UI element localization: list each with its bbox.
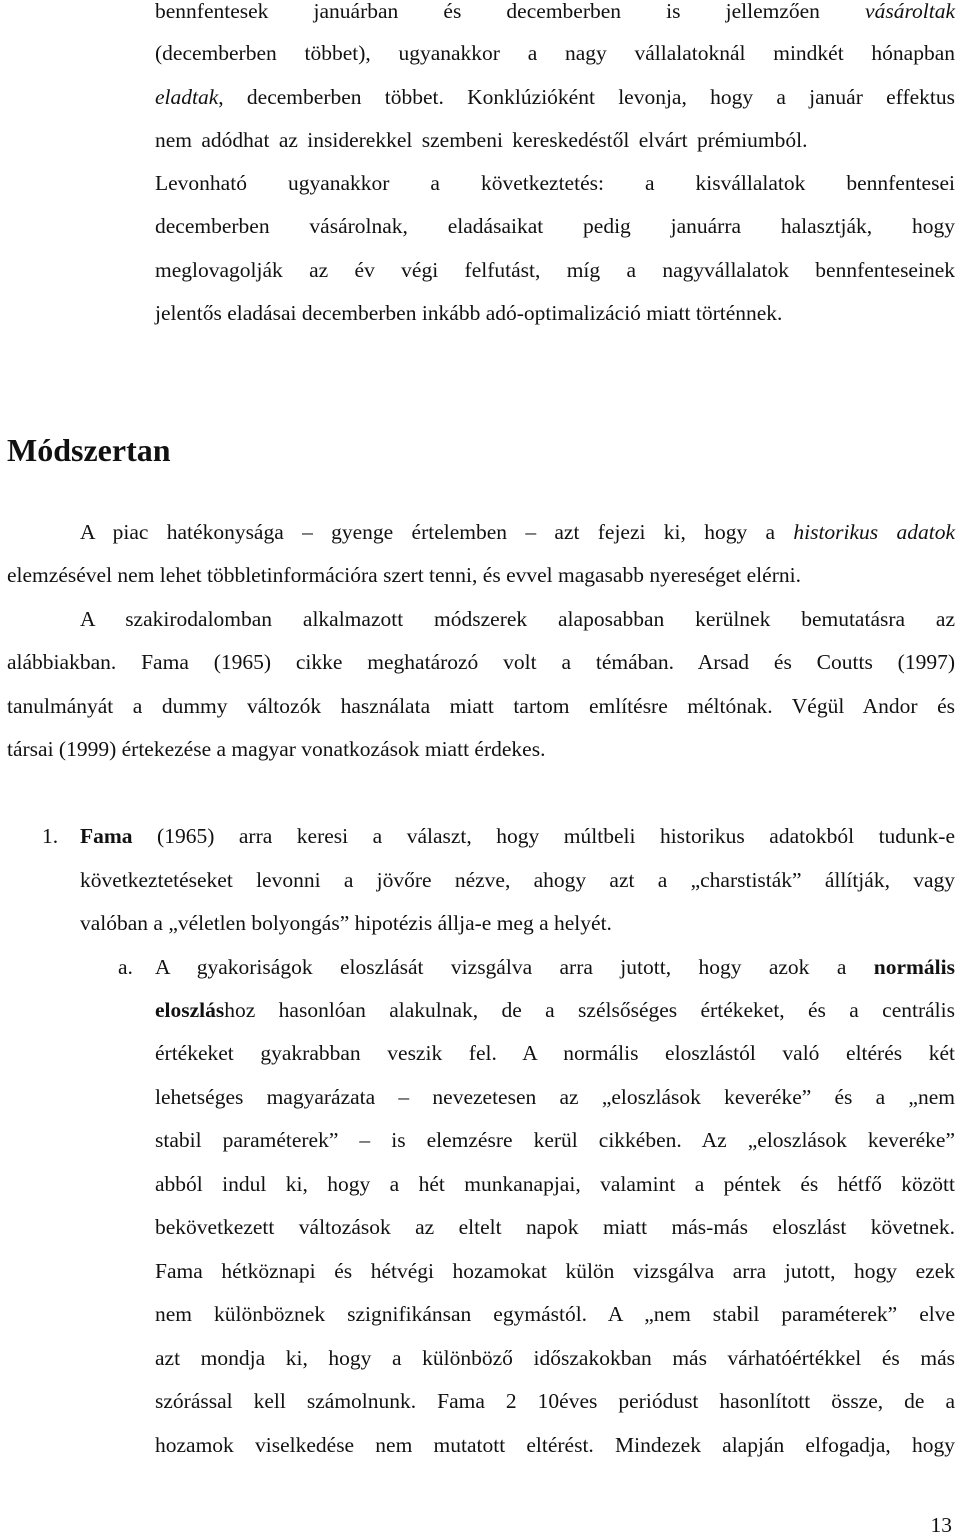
text-line: A gyakoriságok eloszlását vizsgálva arra jutott, hogy azok a normális — [155, 955, 955, 979]
list-number: 1. — [42, 824, 59, 848]
text-line: jelentős eladásai decemberben inkább adó-optimalizáció miatt történnek. — [155, 301, 783, 325]
text-line: Fama hétköznapi és hétvégi hozamokat külön vizsgálva arra jutott, hogy ezek — [155, 1259, 955, 1283]
text-line: társai (1999) értekezése a magyar vonatkozások miatt érdekes. — [7, 737, 546, 761]
text-line: valóban a „véletlen bolyongás” hipotézis állja-e meg a helyét. — [80, 911, 612, 935]
section-heading: Módszertan — [7, 432, 171, 468]
text-line: szórással kell számolnunk. Fama 2 10éves periódust hasonlított össze, de a — [155, 1389, 955, 1413]
text-line: eladtak, decemberben többet. Konklúzióként levonja, hogy a január effektus — [155, 85, 955, 109]
text-line: abból indul ki, hogy a hét munkanapjai, valamint a péntek és hétfő között — [155, 1172, 955, 1196]
text-line: lehetséges magyarázata – nevezetesen az „eloszlások keveréke” és a „nem — [155, 1085, 955, 1109]
text-line: értékeket gyakrabban veszik fel. A normális eloszlástól való eltérés két — [155, 1041, 955, 1065]
text-line: hozamok viselkedése nem mutatott eltérést. Mindezek alapján elfogadja, hogy — [155, 1433, 955, 1457]
text-line: bekövetkezett változások az eltelt napok miatt más-más eloszlást követnek. — [155, 1215, 955, 1239]
text-line: Levonható ugyanakkor a következtetés: a kisvállalatok bennfentesei — [155, 171, 955, 195]
text-line: A piac hatékonysága – gyenge értelemben – azt fejezi ki, hogy a historikus adatok — [80, 520, 955, 544]
text-line: (decemberben többet), ugyanakkor a nagy vállalatoknál mindkét hónapban — [155, 41, 955, 65]
text-line: decemberben vásárolnak, eladásaikat pedig januárra halasztják, hogy — [155, 214, 955, 238]
list-letter: a. — [118, 955, 133, 979]
text-line: elemzésével nem lehet többletinformációra szert tenni, és evvel magasabb nyereséget elérni. — [7, 563, 801, 587]
text-line: nem különböznek szignifikánsan egymástól. A „nem stabil paraméterek” elve — [155, 1302, 955, 1326]
text-line: azt mondja ki, hogy a különböző időszakokban más várhatóértékkel és más — [155, 1346, 955, 1370]
text-line: tanulmányát a dummy változók használata miatt tartom említésre méltónak. Végül Andor és — [7, 694, 955, 718]
text-line: következtetéseket levonni a jövőre nézve, ahogy azt a „charstisták” állítják, vagy — [80, 868, 955, 892]
text-line: Fama (1965) arra keresi a választ, hogy múltbeli historikus adatokból tudunk-e — [80, 824, 955, 848]
text-line: eloszláshoz hasonlóan alakulnak, de a szélsőséges értékeket, és a centrális — [155, 998, 955, 1022]
text-line: stabil paraméterek” – is elemzésre kerül cikkében. Az „eloszlások keveréke” — [155, 1128, 955, 1152]
text-line: nem adódhat az insiderekkel szembeni kereskedéstől elvárt prémiumból. — [155, 128, 808, 152]
text-line: A szakirodalomban alkalmazott módszerek alaposabban kerülnek bemutatásra az — [80, 607, 955, 631]
page-number: 13 — [930, 1513, 952, 1537]
text-line: bennfentesek januárban és decemberben is jellemzően vásároltak — [155, 0, 955, 23]
text-line: alábbiakban. Fama (1965) cikke meghatározó volt a témában. Arsad és Coutts (1997) — [7, 650, 955, 674]
text-line: meglovagolják az év végi felfutást, míg a nagyvállalatok bennfenteseinek — [155, 258, 955, 282]
